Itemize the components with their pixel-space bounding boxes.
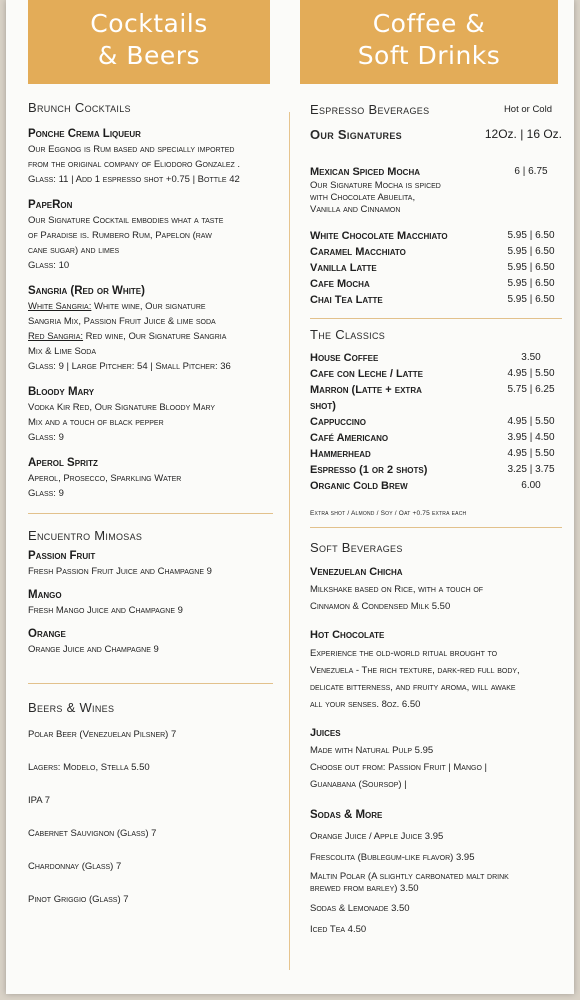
drink-price: 6 | 6.75 [514,166,548,177]
drink-row [310,292,562,308]
menu-page [6,0,574,994]
list-item: Orange Juice / Apple Juice 3.95 [310,831,444,842]
item-desc: with Chocolate Abuelita, [310,192,416,203]
item-desc: Mix and a touch of black pepper [28,417,164,428]
aperol-item [28,456,273,501]
item-desc: Fresh Passion Fruit Juice and Champagne 9 [28,566,212,577]
column-divider [289,112,290,970]
list-item: Sodas & Lemonade 3.50 [310,903,410,914]
espresso-header [310,102,562,117]
classics-list [310,350,562,494]
hot-cold-label: Hot or Cold [503,104,552,115]
drink-price: 5.95 | 6.50 [507,230,555,241]
list-item: IPA 7 [28,795,51,806]
mimosa-item [28,549,273,579]
drink-price: 3.50 [521,352,541,363]
banner-line: & Beers [97,41,201,70]
item-desc: Choose out from: Passion Fruit | Mango | [310,762,488,773]
list-item: Chardonnay (Glass) 7 [28,861,122,872]
list-item: Iced Tea 4.50 [310,924,367,935]
left-column [28,92,273,925]
item-desc: Mix & Lime Soda [28,346,97,357]
drink-name: House Coffee [310,352,379,364]
item-desc: Our Eggnog is Rum based and specially imported [28,144,235,155]
hot-chocolate-item [310,628,562,712]
banner-line: Coffee & [372,9,486,38]
item-desc: Venezuela - The rich texture, dark-red full body, [310,665,520,676]
juices-item [310,726,562,792]
list-item: Pinot Griggio (Glass) 7 [28,894,129,905]
list-item: Maltin Polar (A slightly carbonated malt drink [310,871,509,882]
extras-note: Extra shot / Almond / Soy / Oat +0.75 extra each [310,510,467,517]
drink-name: Cappuccino [310,416,366,428]
banner-line: Soft Drinks [357,41,501,70]
drink-price: 4.95 | 5.50 [507,416,555,427]
item-name: PapeRon [28,199,73,211]
drink-row [310,350,562,366]
drink-name: Organic Cold Brew [310,480,408,492]
drink-row [310,414,562,430]
list-item: Lagers: Modelo, Stella 5.50 [28,762,150,773]
drink-row [310,366,562,382]
item-desc: Fresh Mango Juice and Champagne 9 [28,605,183,616]
item-desc: Vanilla and Cinnamon [310,204,401,215]
drink-row [310,260,562,276]
item-desc: Our Signature Cocktail embodies what a taste [28,215,224,226]
beers-wines-heading: Beers & Wines [28,700,115,715]
coffee-soft-drinks-banner [300,0,558,84]
item-desc: Sangria Mix, Passion Fruit Juice & lime soda [28,316,216,327]
item-name: Ponche Crema Liqueur [28,128,141,140]
cocktails-beers-banner [28,0,270,84]
white-sangria-text: White wine, Our signature [91,301,206,312]
signatures-list [310,228,562,308]
item-desc: Glass: 9 [28,488,64,499]
drink-name: Vanilla Latte [310,262,377,274]
item-desc: cane sugar) and limes [28,245,120,256]
section-rule [310,318,562,319]
item-desc: delicate bitterness, and fruity aroma, will awake [310,682,516,693]
item-name: Sangria (Red or White) [28,285,145,297]
drink-name: Caramel Macchiato [310,246,406,258]
classics-heading: The Classics [310,327,386,342]
drink-name: Espresso (1 or 2 shots) [310,464,428,476]
section-rule [310,527,562,528]
drink-row [310,446,562,462]
paperon-item [28,198,273,273]
item-name: Passion Fruit [28,550,96,562]
item-desc: all your senses. 8oz. 6.50 [310,699,421,710]
signatures-header [310,127,562,142]
mimosa-item [28,588,273,618]
red-sangria-label: Red Sangria: [28,331,84,342]
item-desc: Made with Natural Pulp 5.95 [310,745,434,756]
drink-name: Chai Tea Latte [310,294,383,306]
sodas-heading: Sodas & More [310,809,383,821]
mexican-mocha-item [310,164,562,216]
espresso-heading: Espresso Beverages [310,102,430,117]
drink-price: 5.95 | 6.50 [507,294,555,305]
drink-name: shot) [310,400,336,412]
item-desc: Guanabana (Soursop) | [310,779,407,790]
mimosa-item [28,627,273,657]
mimosas-heading: Encuentro Mimosas [28,528,143,543]
chicha-item [310,565,562,614]
drink-name: Cafe Mocha [310,278,370,290]
item-name: Venezuelan Chicha [310,566,403,578]
drink-price: 5.95 | 6.50 [507,246,555,257]
item-desc: from the original company of Eliodoro Gonzalez . [28,159,241,170]
item-name: Hot Chocolate [310,629,385,641]
red-sangria-text: Red wine, Our Signature Sangria [83,331,227,342]
drink-price: 6.00 [521,480,541,491]
beers-list [28,727,273,907]
item-price: Glass: 9 | Large Pitcher: 54 | Small Pitcher: 36 [28,361,231,372]
drink-row [310,462,562,478]
sodas-list [310,829,562,937]
item-name: Orange [28,628,66,640]
ponche-item [28,127,273,187]
item-name: Juices [310,727,341,739]
drink-price: 5.95 | 6.50 [507,262,555,273]
drink-price: 5.75 | 6.25 [507,384,555,395]
item-desc [28,329,273,344]
item-desc: Glass: 9 [28,432,64,443]
right-column [310,92,562,937]
drink-name: White Chocolate Macchiato [310,230,448,242]
signatures-heading: Our Signatures [310,127,402,142]
drink-price: 3.25 | 3.75 [507,464,555,475]
drink-price: 4.95 | 5.50 [507,368,555,379]
item-name: Mango [28,589,62,601]
drink-row [310,398,562,414]
item-desc: of Paradise is. Rumbero Rum, Papelon (raw [28,230,212,241]
drink-row [310,244,562,260]
item-desc: Our Signature Mocha is spiced [310,180,441,191]
item-desc: Glass: 10 [28,260,70,271]
list-item: Cabernet Sauvignon (Glass) 7 [28,828,157,839]
banner-line: Cocktails [90,9,208,38]
item-name: Aperol Spritz [28,457,98,469]
bloody-mary-item [28,385,273,445]
drink-row [310,478,562,494]
item-desc: Cinnamon & Condensed Milk 5.50 [310,601,451,612]
item-desc: Orange Juice and Champagne 9 [28,644,159,655]
drink-name: Marron (Latte + extra [310,384,422,396]
item-desc [28,299,273,314]
drink-name: Cafe con Leche / Latte [310,368,423,380]
drink-row [310,228,562,244]
sizes-label: 12Oz. | 16 Oz. [484,127,562,141]
drink-price: 3.95 | 4.50 [507,432,555,443]
white-sangria-label: White Sangria: [28,301,92,312]
drink-name: Café Americano [310,432,389,444]
drink-row [310,430,562,446]
drink-price: 4.95 | 5.50 [507,448,555,459]
item-desc: Glass: 11 | Add 1 espresso shot +0.75 | Bottle 42 [28,174,240,185]
brunch-cocktails-heading: Brunch Cocktails [28,100,131,115]
section-rule [28,683,273,684]
list-item: Frescolita (Bublegum-like flavor) 3.95 [310,852,475,863]
drink-name: Mexican Spiced Mocha [310,166,421,178]
drink-row [310,276,562,292]
drink-row [310,382,562,398]
drink-name: Hammerhead [310,448,371,460]
list-item: Polar Beer (Venezuelan Pilsner) 7 [28,729,177,740]
drink-price: 5.95 | 6.50 [507,278,555,289]
item-desc: Experience the old-world ritual brought to [310,648,498,659]
list-item: brewed from barley) 3.50 [310,883,419,894]
section-rule [28,513,273,514]
item-desc: Vodka Kir Red, Our Signature Bloody Mary [28,402,216,413]
item-desc: Aperol, Prosecco, Sparkling Water [28,473,182,484]
item-name: Bloody Mary [28,386,95,398]
drink-row [310,164,562,180]
soft-beverages-heading: Soft Beverages [310,540,403,555]
sangria-item [28,284,273,374]
item-desc: Milkshake based on Rice, with a touch of [310,584,484,595]
